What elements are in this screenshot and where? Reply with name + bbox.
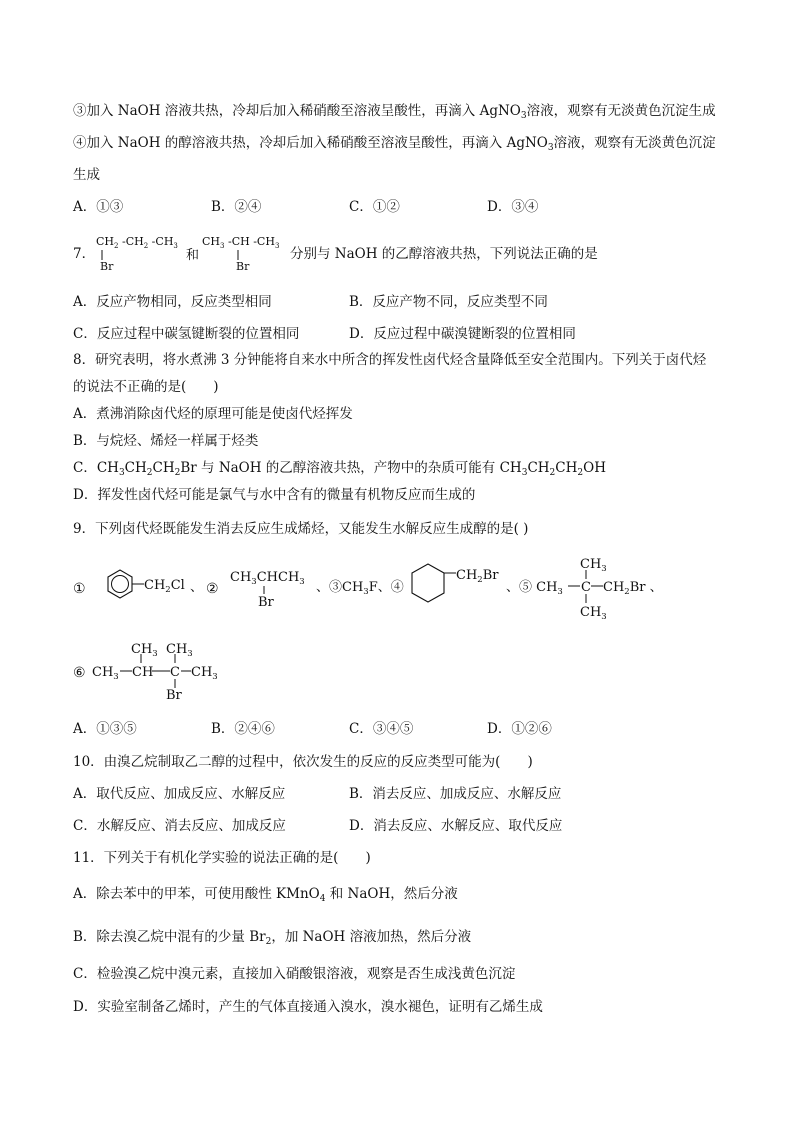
q9-c6-top-2: $CH_3$ <box>166 642 193 659</box>
q10-options-row2 <box>73 816 562 836</box>
q8-stem-line1: 8．研究表明，将水煮沸 3 分钟能将自来水中所含的挥发性卤代烃含量降低至安全范围内。下列关于卤代烃 <box>73 352 707 368</box>
q8-option-c[interactable]: C．$CH_3CH_2CH_2Br$ 与 NaOH 的乙醇溶液共热，产物中的杂质可能有 $CH_3CH_2CH_2OH$ <box>73 460 606 478</box>
q11-option-a[interactable]: A．除去苯中的甲苯，可使用酸性 KMnO$_4$ 和 NaOH，然后分液 <box>73 886 458 904</box>
q9-c6-ch: CH <box>132 665 154 680</box>
q9-options <box>73 719 552 739</box>
q9-c5-bottom: $CH_3$ <box>580 605 607 622</box>
q6-options <box>73 197 538 217</box>
q9-option-c[interactable]: C．③④⑤ <box>349 721 414 737</box>
q9-c6-br: Br <box>166 688 182 700</box>
q9-c6-ch3-right: $CH_3$ <box>191 665 218 682</box>
q9-compounds <box>70 550 760 700</box>
q9-c6-label: ⑥ <box>73 665 86 681</box>
q7-option-b[interactable]: B．反应产物不同，反应类型不同 <box>349 294 548 310</box>
q9-option-b[interactable]: B．②④⑥ <box>211 721 275 737</box>
q8-stem-line2: 的说法不正确的是( ) <box>73 379 219 395</box>
cyclohexane-ring-icon <box>412 564 444 602</box>
q9-c5-top: $CH_3$ <box>580 557 607 574</box>
q6-option-a[interactable]: A．①③ <box>73 199 124 215</box>
q7-option-d[interactable]: D．反应过程中碳溴键断裂的位置相同 <box>349 326 576 342</box>
q9-c3: 、$③CH_3F$、④ <box>316 580 404 597</box>
q9-c2-label: ② <box>206 581 219 597</box>
q6-option-c[interactable]: C．①② <box>349 199 400 215</box>
q7-structures <box>92 232 292 274</box>
q11-option-d[interactable]: D．实验室制备乙烯时，产生的气体直接通入溴水，溴水褪色，证明有乙烯生成 <box>73 999 543 1015</box>
q6-option-d[interactable]: D．③④ <box>487 199 539 215</box>
q9-c5-right: $CH_2Br$ 、 <box>603 580 663 597</box>
q6-item4-wrap: 生成 <box>73 167 100 183</box>
q9-c5-left: 、⑤ $CH_3$ <box>506 580 563 597</box>
q9-c2-br: Br <box>258 595 274 610</box>
q7-options-row1 <box>73 292 548 312</box>
q9-c4-group: $CH_2Br$ <box>456 568 499 585</box>
q9-c2-chain: $CH_3CHCH_3$ <box>230 570 305 587</box>
q8-option-d[interactable]: D．挥发性卤代烃可能是氯气与水中含有的微量有机物反应而生成的 <box>73 487 476 503</box>
q11-option-b[interactable]: B．除去溴乙烷中混有的少量 $Br_2$，加 NaOH 溶液加热，然后分液 <box>73 929 472 947</box>
q11-option-c[interactable]: C．检验溴乙烷中溴元素，直接加入硝酸银溶液，观察是否生成浅黄色沉淀 <box>73 966 516 982</box>
q7-mol2-br: Br <box>236 260 250 273</box>
q7-question: 分别与 NaOH 的乙醇溶液共热，下列说法正确的是 <box>290 246 598 262</box>
q11-stem: 11．下列关于有机化学实验的说法正确的是( ) <box>73 850 371 866</box>
q10-options-row1 <box>73 784 561 804</box>
q7-mol2-chain: $CH_3$ -CH $-CH_3$ <box>202 235 280 250</box>
q7-option-c[interactable]: C．反应过程中碳氢键断裂的位置相同 <box>73 326 300 342</box>
q7-mol1-br: Br <box>100 260 114 273</box>
q9-c6-c: C <box>170 665 180 680</box>
q9-sep-1: 、 <box>190 580 204 595</box>
q9-c6-top-1: $CH_3$ <box>131 642 158 659</box>
q6-item3: ③加入 NaOH 溶液共热，冷却后加入稀硝酸至溶液呈酸性，再滴入 AgNO$_3$溶液，观察有无淡黄色沉淀生成 <box>73 103 716 121</box>
q8-option-a[interactable]: A．煮沸消除卤代烃的原理可能是使卤代烃挥发 <box>73 406 353 422</box>
q10-option-a[interactable]: A．取代反应、加成反应、水解反应 <box>73 786 286 802</box>
q10-stem: 10．由溴乙烷制取乙二醇的过程中，依次发生的反应的反应类型可能为( ) <box>73 754 533 770</box>
benzene-circle <box>112 576 129 593</box>
q7-mol1-chain: $CH_2$ $-CH_2$ $-CH_3$ <box>96 235 178 250</box>
q7-and: 和 <box>186 248 200 263</box>
q9-c1-group: $CH_2Cl$ <box>144 578 185 595</box>
q7-number: 7． <box>73 246 96 262</box>
q8-option-b[interactable]: B．与烷烃、烯烃一样属于烃类 <box>73 433 259 449</box>
q7-options-row2 <box>73 324 576 344</box>
q10-option-b[interactable]: B．消去反应、加成反应、水解反应 <box>349 786 562 802</box>
q7-option-a[interactable]: A．反应产物相同，反应类型相同 <box>73 294 272 310</box>
q10-option-d[interactable]: D．消去反应、水解反应、取代反应 <box>349 818 563 834</box>
q9-stem: 9．下列卤代烃既能发生消去反应生成烯烃，又能发生水解反应生成醇的是( ) <box>73 521 529 537</box>
q6-option-b[interactable]: B．②④ <box>211 199 262 215</box>
q9-c6-ch3-left: $CH_3$ <box>92 665 119 682</box>
q9-c5-center: C <box>581 580 591 595</box>
q6-item4: ④加入 NaOH 的醇溶液共热，冷却后加入稀硝酸至溶液呈酸性，再滴入 AgNO$_3$溶液，观察有无淡黄色沉淀 <box>73 135 716 153</box>
q9-option-d[interactable]: D．①②⑥ <box>487 721 552 737</box>
q9-c1-label: ① <box>73 581 86 597</box>
q9-option-a[interactable]: A．①③⑤ <box>73 721 137 737</box>
q10-option-c[interactable]: C．水解反应、消去反应、加成反应 <box>73 818 286 834</box>
